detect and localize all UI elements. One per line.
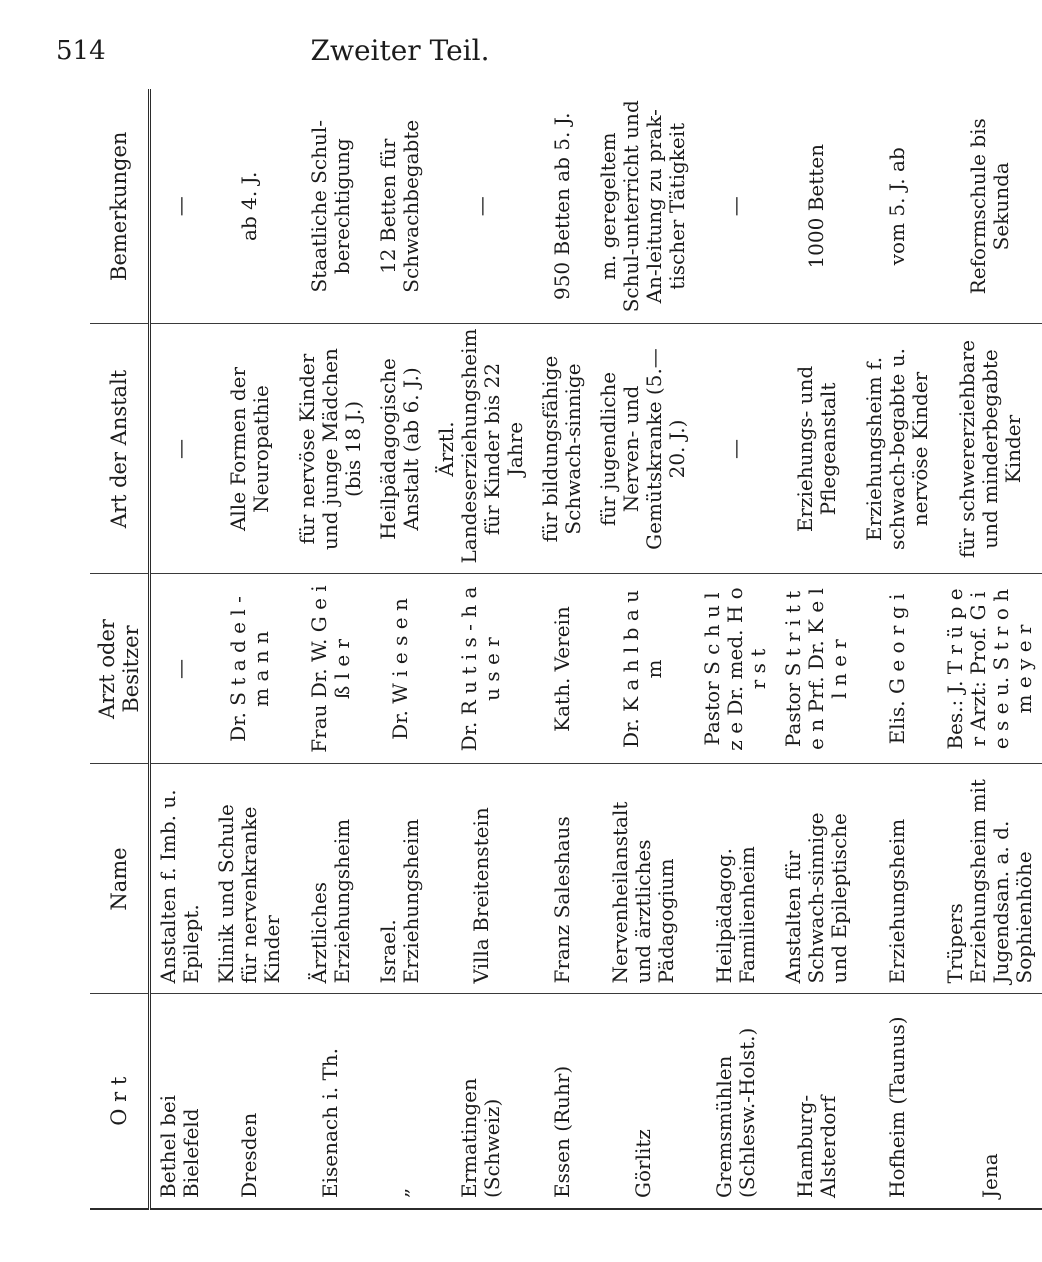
cell-art: Erziehungs- und Pflegeanstalt xyxy=(776,324,857,574)
cell-name: Heilpädagog. Familienheim xyxy=(695,764,776,994)
header-name: Name xyxy=(90,764,150,994)
table-row xyxy=(533,89,591,1209)
cell-ort: Hamburg-Alsterdorf xyxy=(776,994,857,1209)
cell-art: Alle Formen der Neuropathie xyxy=(209,324,290,574)
cell-ort: Essen (Ruhr) xyxy=(533,994,591,1209)
cell-name: Franz Saleshaus xyxy=(533,764,591,994)
cell-arzt: — xyxy=(150,574,210,764)
cell-art: Heilpädagogische Anstalt (ab 6. J.) xyxy=(371,324,429,574)
cell-name: Anstalten f. Imb. u. Epilept. xyxy=(150,764,210,994)
cell-bemerkungen: 950 Betten ab 5. J. xyxy=(533,89,591,324)
cell-bemerkungen: 12 Betten für Schwachbegabte xyxy=(371,89,429,324)
cell-art: für jugendliche Nerven- und Gemütskranke (5.—20. J.) xyxy=(591,324,695,574)
table-row xyxy=(371,89,429,1209)
table-header-row xyxy=(90,89,150,1209)
cell-art: — xyxy=(695,324,776,574)
cell-ort: „ xyxy=(371,994,429,1209)
cell-ort: Bethel bei Bielefeld xyxy=(150,994,210,1209)
cell-name: Villa Breitenstein xyxy=(429,764,533,994)
table-row xyxy=(857,89,938,1209)
cell-bemerkungen: ab 4. J. xyxy=(209,89,290,324)
running-title: Zweiter Teil. xyxy=(310,34,490,67)
cell-name: Nervenheilanstalt und ärztliches Pädagogium xyxy=(591,764,695,994)
cell-arzt: Dr. R u t i s - h a u s e r xyxy=(429,574,533,764)
rotated-table-wrapper xyxy=(90,90,1036,1210)
cell-ort: Gremsmühlen (Schlesw.-Holst.) xyxy=(695,994,776,1209)
cell-arzt: Dr. S t a d e l - m a n n xyxy=(209,574,290,764)
table-row xyxy=(591,89,695,1209)
table-row xyxy=(938,89,1042,1209)
header-ort: O r t xyxy=(90,994,150,1209)
page-number: 514 xyxy=(56,36,106,66)
cell-name: Erziehungsheim xyxy=(857,764,938,994)
cell-ort: Hofheim (Taunus) xyxy=(857,994,938,1209)
cell-arzt: Dr. K a h l b a u m xyxy=(591,574,695,764)
cell-ort: Ermatingen (Schweiz) xyxy=(429,994,533,1209)
cell-ort: Eisenach i. Th. xyxy=(290,994,371,1209)
cell-ort: Görlitz xyxy=(591,994,695,1209)
cell-arzt: Kath. Verein xyxy=(533,574,591,764)
table-row xyxy=(209,89,290,1209)
table-row xyxy=(776,89,857,1209)
header-bemerkungen: Bemerkungen xyxy=(90,89,150,324)
cell-arzt: Bes.: J. T r ü p e r Arzt: Prof. G i e s e u. S t r o h m e y e r xyxy=(938,574,1042,764)
cell-art: für nervöse Kinder und junge Mädchen (bis 18 J.) xyxy=(290,324,371,574)
cell-arzt: Elis. G e o r g i xyxy=(857,574,938,764)
cell-name: Ärztliches Erziehungsheim xyxy=(290,764,371,994)
cell-art: für bildungsfähige Schwach-sinnige xyxy=(533,324,591,574)
cell-bemerkungen: — xyxy=(695,89,776,324)
cell-arzt: Pastor S c h u l z e Dr. med. H o r s t xyxy=(695,574,776,764)
cell-arzt: Dr. W i e s e n xyxy=(371,574,429,764)
cell-bemerkungen: m. geregeltem Schul-unterricht und An-leitung zu prak-tischer Tätigkeit xyxy=(591,89,695,324)
cell-art: — xyxy=(150,324,210,574)
cell-art: für schwererziehbare und minderbegabte Kinder xyxy=(938,324,1042,574)
table-row xyxy=(429,89,533,1209)
cell-bemerkungen: — xyxy=(150,89,210,324)
cell-bemerkungen: Staatliche Schul-berechtigung xyxy=(290,89,371,324)
cell-arzt: Frau Dr. W. G e i ß l e r xyxy=(290,574,371,764)
table-row xyxy=(150,89,210,1209)
cell-arzt: Pastor S t r i t t e n Prf. Dr. K e l l n e r xyxy=(776,574,857,764)
table-row xyxy=(290,89,371,1209)
cell-ort: Dresden xyxy=(209,994,290,1209)
cell-name: Trüpers Erziehungsheim mit Jugendsan. a. d. Sophienhöhe xyxy=(938,764,1042,994)
cell-name: Klinik und Schule für nervenkranke Kinder xyxy=(209,764,290,994)
cell-bemerkungen: vom 5. J. ab xyxy=(857,89,938,324)
cell-bemerkungen: — xyxy=(429,89,533,324)
cell-art: Ärztl. Landeserziehungsheim für Kinder bis 22 Jahre xyxy=(429,324,533,574)
cell-art: Erziehungsheim f. schwach-begabte u. nervöse Kinder xyxy=(857,324,938,574)
table-body xyxy=(150,89,1042,1209)
cell-name: Israel. Erziehungsheim xyxy=(371,764,429,994)
cell-ort: Jena xyxy=(938,994,1042,1209)
cell-name: Anstalten für Schwach-sinnige und Epileptische xyxy=(776,764,857,994)
header-arzt: Arzt oder Besitzer xyxy=(90,574,150,764)
cell-bemerkungen: 1000 Betten xyxy=(776,89,857,324)
header-art: Art der Anstalt xyxy=(90,324,150,574)
institutions-table xyxy=(90,89,1042,1210)
table-row xyxy=(695,89,776,1209)
cell-bemerkungen: Reformschule bis Sekunda xyxy=(938,89,1042,324)
